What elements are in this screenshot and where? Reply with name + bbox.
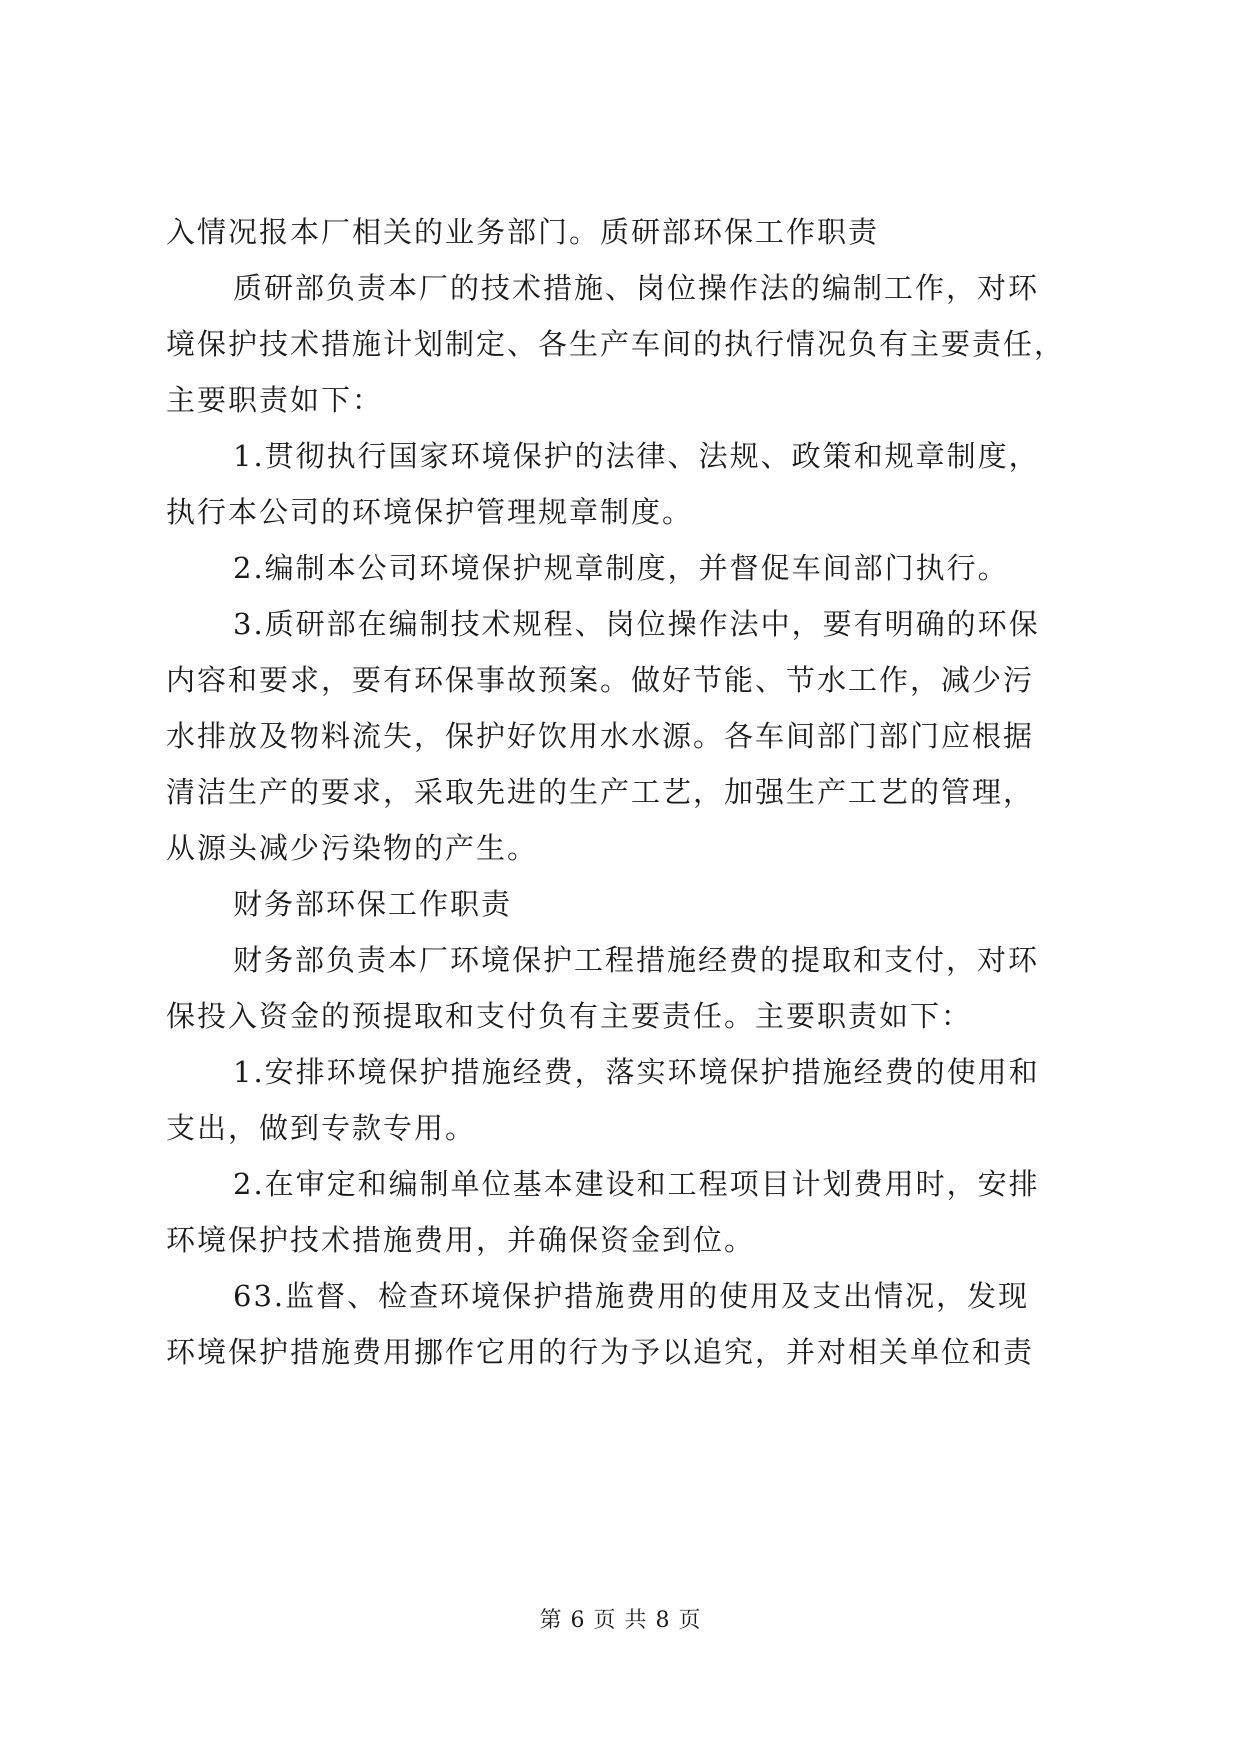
text-line: 财务部负责本厂环境保护工程措施经费的提取和支付，对环 xyxy=(233,943,1040,977)
text-line: 1.安排环境保护措施经费，落实环境保护措施经费的使用和 xyxy=(233,1055,1040,1089)
text-line: 从源头减少污染物的产生。 xyxy=(166,831,539,865)
text-line: 水排放及物料流失，保护好饮用水水源。各车间部门部门应根据 xyxy=(166,719,1035,753)
text-line: 清洁生产的要求，采取先进的生产工艺，加强生产工艺的管理， xyxy=(166,775,1035,809)
text-line: 2.编制本公司环境保护规章制度，并督促车间部门执行。 xyxy=(233,551,1009,585)
text-line: 63.监督、检查环境保护措施费用的使用及支出情况，发现 xyxy=(233,1279,1030,1313)
page-number-footer: 第 6 页 共 8 页 xyxy=(539,1608,702,1633)
text-line: 环境保护措施费用挪作它用的行为予以追究，并对相关单位和责 xyxy=(166,1335,1035,1369)
text-line: 质研部负责本厂的技术措施、岗位操作法的编制工作，对环 xyxy=(233,271,1040,305)
section-heading: 财务部环保工作职责 xyxy=(233,887,513,921)
text-line: 2.在审定和编制单位基本建设和工程项目计划费用时，安排 xyxy=(233,1167,1040,1201)
text-line: 保投入资金的预提取和支付负有主要责任。主要职责如下： xyxy=(166,999,973,1033)
text-line: 支出，做到专款专用。 xyxy=(166,1111,477,1145)
text-line: 环境保护技术措施费用，并确保资金到位。 xyxy=(166,1223,756,1257)
text-line: 入情况报本厂相关的业务部门。质研部环保工作职责 xyxy=(166,215,880,249)
text-line: 3.质研部在编制技术规程、岗位操作法中，要有明确的环保 xyxy=(233,607,1040,641)
text-line: 内容和要求，要有环保事故预案。做好节能、节水工作，减少污 xyxy=(166,663,1035,697)
text-line: 境保护技术措施计划制定、各生产车间的执行情况负有主要责任， xyxy=(166,327,1066,361)
text-line: 1.贯彻执行国家环境保护的法律、法规、政策和规章制度， xyxy=(233,439,1040,473)
text-line: 执行本公司的环境保护管理规章制度。 xyxy=(166,495,694,529)
text-line: 主要职责如下： xyxy=(166,383,384,417)
